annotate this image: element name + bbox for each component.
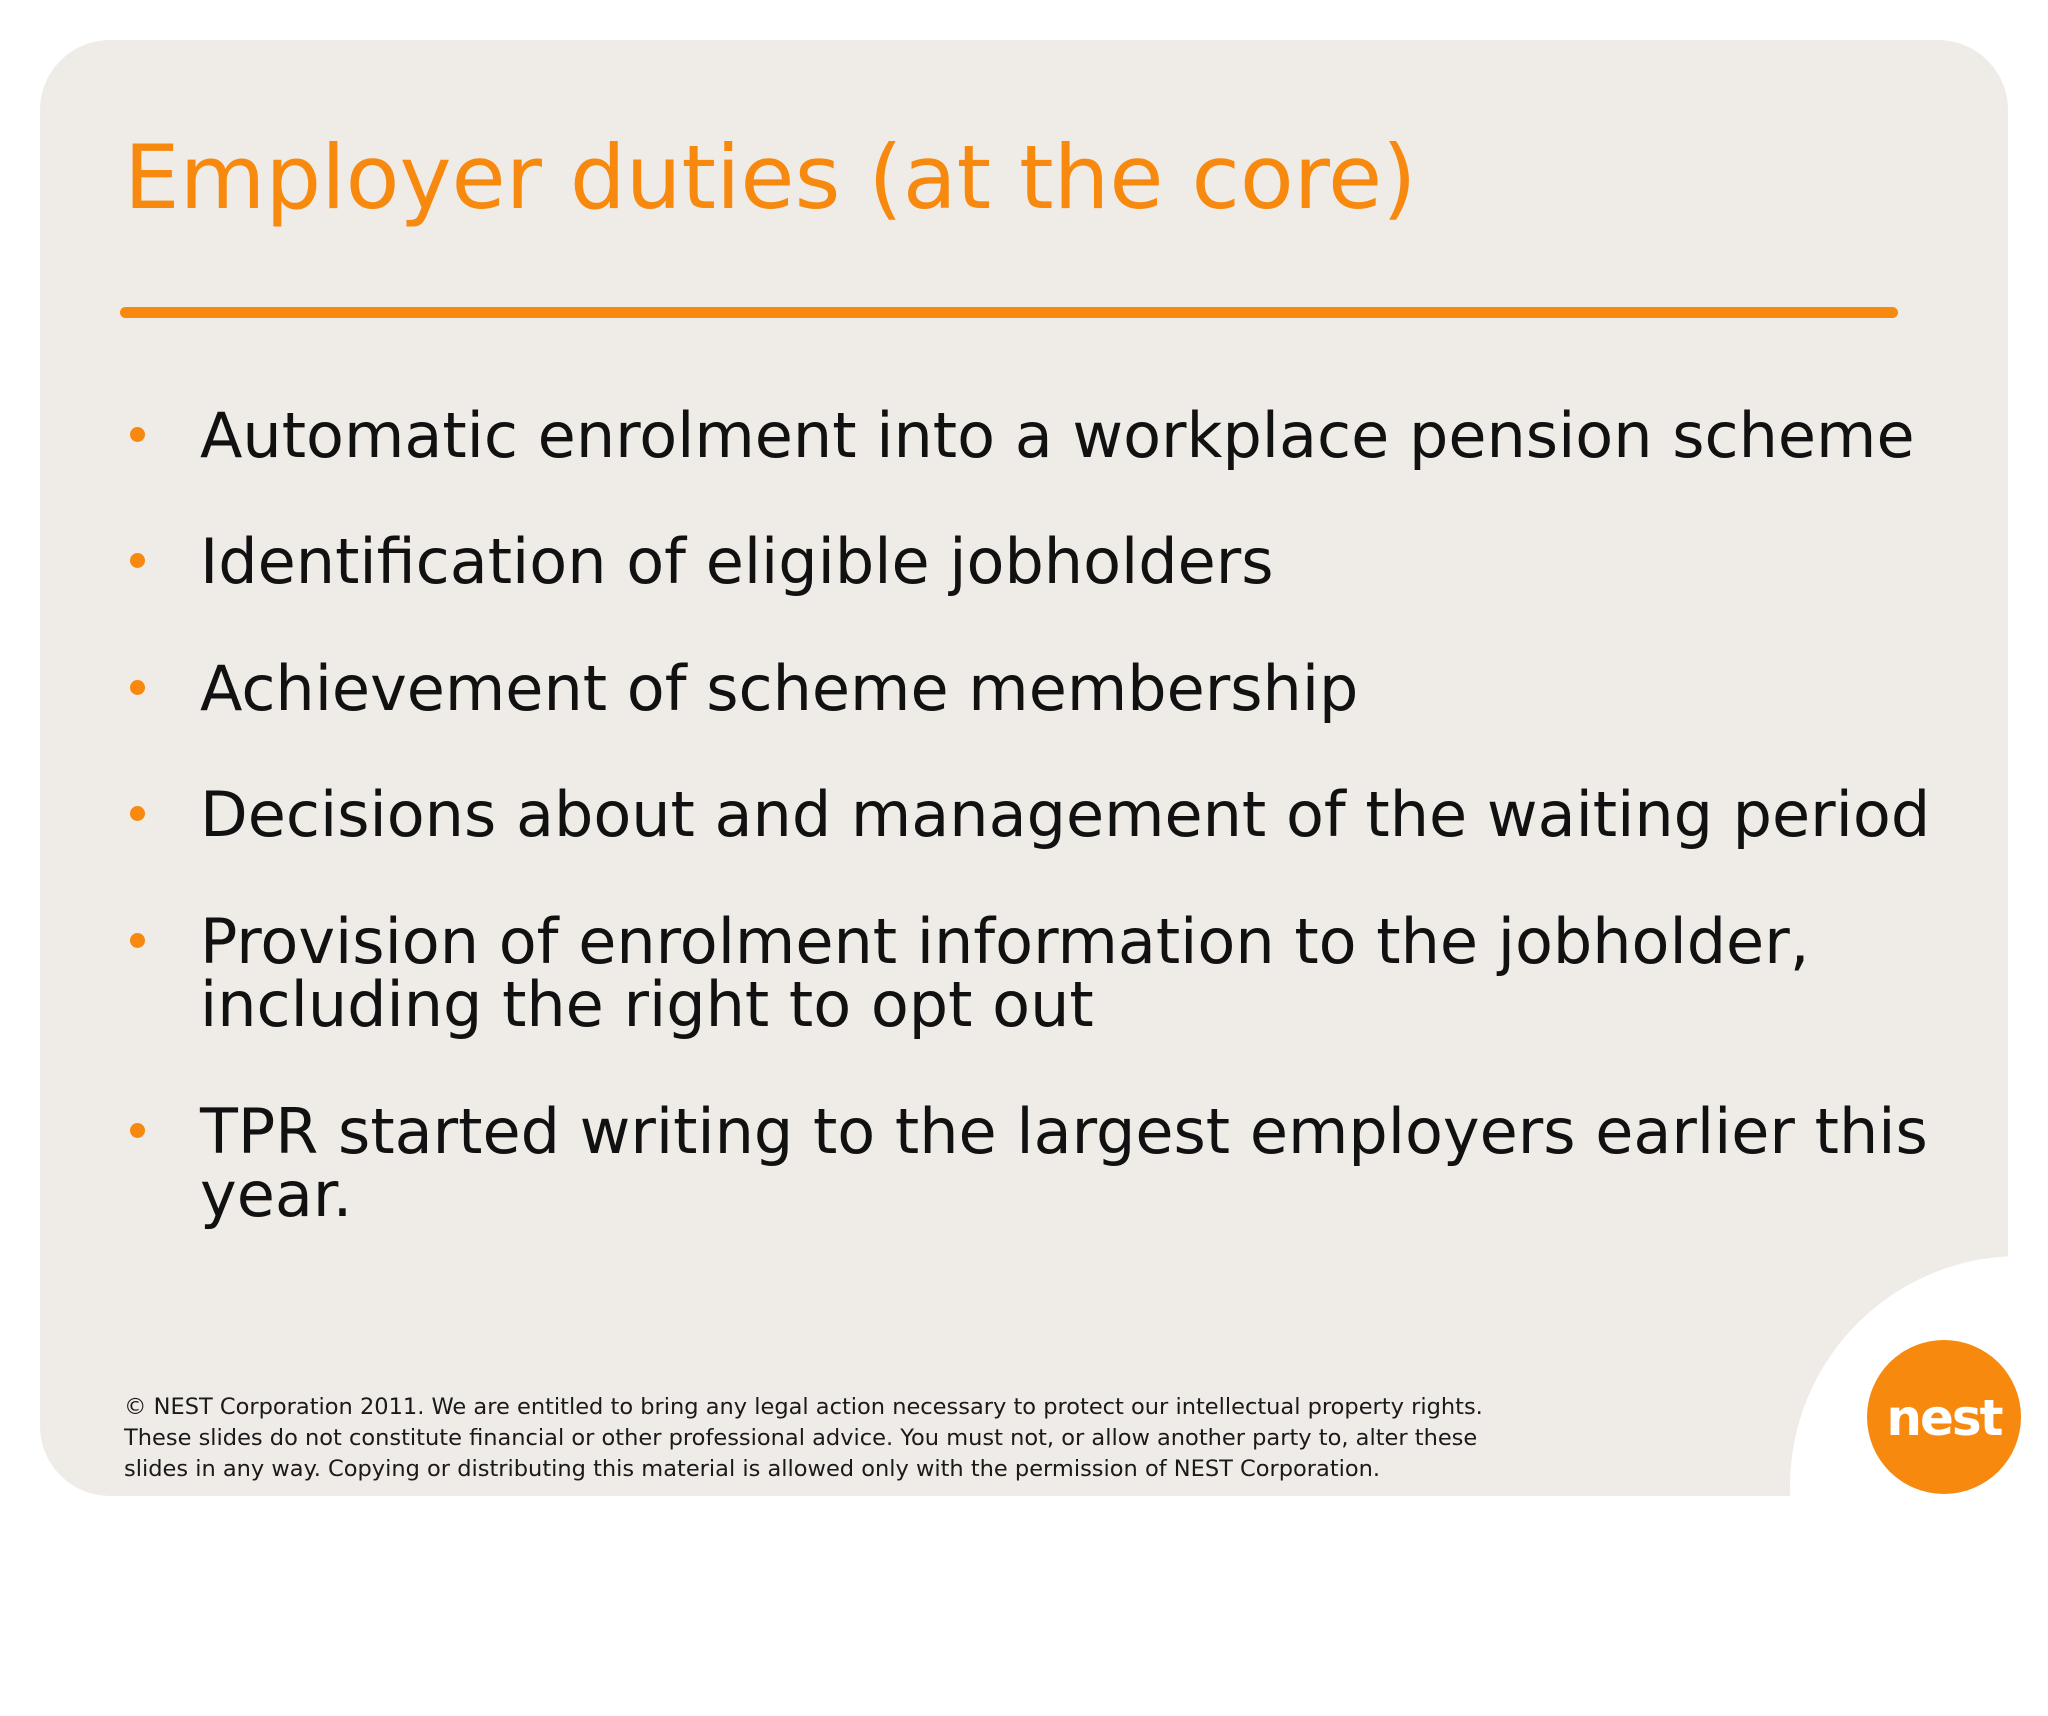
bullet-text: Automatic enrolment into a workplace pension scheme	[200, 399, 1915, 472]
slide-title: Employer duties (at the core)	[124, 126, 1417, 229]
bullet-item	[200, 1095, 1960, 1231]
copyright-footer	[124, 1392, 1624, 1485]
nest-logo-graphic	[1867, 1340, 2021, 1494]
bullet-item	[200, 525, 1960, 598]
footer-line: slides in any way. Copying or distributing this material is allowed only with the permission of NEST Corporation.	[124, 1456, 1381, 1482]
footer-line: These slides do not constitute financial or other professional advice. You must not, or allow another party to, alter these	[124, 1425, 1478, 1451]
bullet-item	[200, 905, 1960, 1041]
bullet-text-line-1: Provision of enrolment information to the jobholder,	[200, 905, 1810, 978]
bullet-dot-icon	[130, 933, 145, 948]
bullet-text-line-1: TPR started writing to the largest employers earlier this	[200, 1095, 1928, 1168]
bullet-dot-icon	[130, 806, 145, 821]
bullet-dot-icon	[130, 553, 145, 568]
bullet-text-line-2: including the right to opt out	[200, 968, 1094, 1041]
bullet-text: Decisions about and management of the waiting period	[200, 778, 1931, 851]
bullet-item	[200, 778, 1960, 851]
footer-line: © NEST Corporation 2011. We are entitled to bring any legal action necessary to protect our intellectual property rights.	[124, 1394, 1483, 1420]
logo-wordmark: nest	[1886, 1389, 2002, 1447]
bullet-dot-icon	[130, 1123, 145, 1138]
bullet-text-line-2: year.	[200, 1158, 353, 1231]
bullet-text: Identification of eligible jobholders	[200, 525, 1274, 598]
slide-panel	[40, 40, 2008, 1496]
nest-logo-icon	[1867, 1340, 2021, 1494]
bullet-item	[200, 652, 1960, 725]
title-divider	[120, 307, 1898, 318]
bullet-dot-icon	[130, 427, 145, 442]
bullet-item	[200, 399, 1960, 472]
bullet-dot-icon	[130, 680, 145, 695]
bullet-text: Achievement of scheme membership	[200, 652, 1359, 725]
